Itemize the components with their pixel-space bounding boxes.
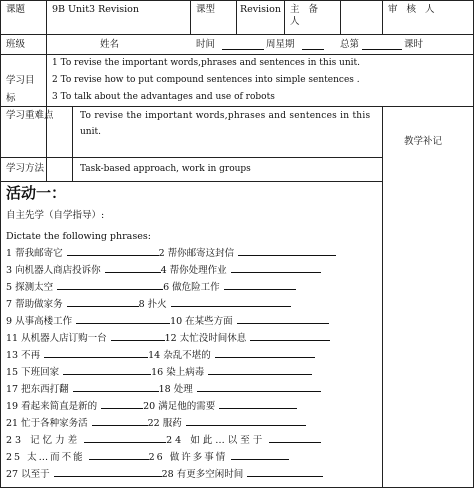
table-border-top (0, 0, 474, 1)
phrase-item: 14 杂乱不堪的 (148, 350, 211, 361)
lesson-number-blank[interactable] (362, 41, 402, 50)
phrase-row (6, 451, 289, 464)
phrase-item: 23 记忆力差 (6, 435, 81, 446)
key-points-line: unit. (80, 127, 101, 137)
time-label: 时间 (196, 39, 216, 50)
reviewer-label: 审 核 人 (388, 4, 438, 15)
phrase-row (6, 366, 312, 379)
topic-value: 9B Unit3 Revision (52, 4, 140, 15)
answer-blank[interactable] (238, 247, 336, 256)
phrase-row (6, 468, 323, 481)
phrase-row (6, 281, 296, 294)
answer-blank[interactable] (54, 468, 162, 477)
weekday-blank[interactable] (302, 41, 324, 50)
row-divider (0, 54, 474, 55)
phrase-row (6, 434, 321, 447)
answer-blank[interactable] (247, 468, 323, 477)
activity-instruction: Dictate the following phrases: (6, 231, 151, 242)
name-label: 姓名 (100, 39, 120, 50)
key-points-line: To revise the important words,phrases and sentences in this (80, 111, 371, 121)
answer-blank[interactable] (67, 247, 159, 256)
phrase-item: 6 做危险工作 (163, 282, 220, 293)
phrase-item: 16 染上病毒 (151, 367, 205, 378)
answer-blank[interactable] (224, 281, 296, 290)
col-divider (46, 0, 47, 181)
answer-blank[interactable] (231, 264, 321, 273)
col-divider (284, 0, 285, 34)
type-value: Revision (240, 4, 281, 15)
phrase-row (6, 349, 315, 362)
total-label: 总第 (340, 39, 360, 50)
phrase-item: 18 处理 (158, 384, 193, 395)
phrase-item: 19 看起来简直是新的 (6, 401, 98, 412)
week-text: 周星期 (266, 39, 295, 50)
answer-blank[interactable] (105, 264, 161, 273)
answer-blank[interactable] (215, 349, 315, 358)
phrase-item: 15 下班回家 (6, 367, 60, 378)
goal-item: 1 To revise the important words,phrases and sentences in this unit. (52, 58, 360, 68)
phrase-item: 17 把东西打翻 (6, 384, 69, 395)
phrase-row (6, 247, 336, 260)
phrase-row (6, 400, 297, 413)
answer-blank[interactable] (186, 417, 306, 426)
phrase-item: 25 太…而不能 (6, 452, 85, 463)
time-blank[interactable] (222, 41, 264, 50)
phrase-item: 26 做许多事情 (148, 452, 228, 463)
answer-blank[interactable] (101, 400, 143, 409)
answer-blank[interactable] (231, 451, 289, 460)
phrase-row (6, 383, 321, 396)
goals-label: 学习目标 (6, 75, 35, 104)
phrase-item: 22 服药 (147, 418, 182, 429)
col-divider (190, 0, 191, 34)
answer-blank[interactable] (269, 434, 321, 443)
answer-blank[interactable] (250, 332, 330, 341)
method-label: 学习方法 (6, 163, 45, 174)
lesson-label: 课时 (404, 39, 424, 50)
row-divider (0, 181, 382, 182)
method-value: Task-based approach, work in groups (80, 164, 251, 174)
notes-column-divider (382, 106, 383, 488)
phrase-item: 27 以至于 (6, 469, 50, 480)
answer-blank[interactable] (89, 451, 149, 460)
answer-blank[interactable] (92, 417, 148, 426)
type-label: 课型 (196, 4, 216, 15)
phrase-item: 4 帮你处理作业 (160, 265, 227, 276)
answer-blank[interactable] (73, 383, 159, 392)
answer-blank[interactable] (197, 383, 321, 392)
phrase-item: 3 向机器人商店投诉你 (6, 265, 101, 276)
lead-preparer-label: 主 备 人 (290, 4, 322, 27)
answer-blank[interactable] (57, 281, 163, 290)
answer-blank[interactable] (219, 400, 297, 409)
phrase-row (6, 298, 291, 311)
phrase-item: 13 不再 (6, 350, 41, 361)
col-divider (382, 0, 383, 34)
phrase-item: 10 在某些方面 (170, 316, 233, 327)
teaching-notes-label: 教学补记 (404, 136, 443, 147)
phrase-item: 11 从机器人店订购一台 (6, 333, 107, 344)
phrase-item: 1 帮我邮寄它 (6, 248, 63, 259)
phrase-row (6, 417, 306, 430)
answer-blank[interactable] (67, 298, 139, 307)
phrase-item: 20 满足他的需要 (143, 401, 216, 412)
answer-blank[interactable] (208, 366, 312, 375)
phrase-item: 2 帮你邮寄这封信 (158, 248, 235, 259)
phrase-row (6, 332, 330, 345)
answer-blank[interactable] (171, 298, 291, 307)
key-points-label: 学习重难点 (6, 110, 54, 121)
goal-item: 3 To talk about the advantages and use of robots (52, 92, 275, 102)
col-divider (72, 106, 73, 181)
answer-blank[interactable] (111, 332, 165, 341)
phrase-item: 9 从事高楼工作 (6, 316, 73, 327)
col-divider (236, 0, 237, 34)
phrase-item: 8 扑火 (138, 299, 167, 310)
activity-title: 活动一： (6, 184, 67, 202)
activity-subtitle: 自主先学（自学指导）: (6, 210, 105, 221)
phrase-item: 7 帮助做家务 (6, 299, 63, 310)
row-divider (0, 34, 474, 35)
phrase-item: 21 忙于各种家务活 (6, 418, 88, 429)
class-label: 班级 (6, 39, 26, 50)
phrase-item: 24 如此…以至于 (166, 435, 266, 446)
topic-label: 课题 (6, 4, 26, 15)
phrase-item: 5 探测太空 (6, 282, 54, 293)
answer-blank[interactable] (76, 315, 170, 324)
answer-blank[interactable] (44, 349, 148, 358)
table-border-left (0, 0, 1, 488)
phrase-row (6, 264, 321, 277)
phrase-row (6, 315, 329, 328)
goal-item: 2 To revise how to put compound sentences into simple sentences . (52, 75, 360, 85)
answer-blank[interactable] (237, 315, 329, 324)
col-divider (340, 0, 341, 34)
answer-blank[interactable] (84, 434, 166, 443)
phrase-item: 28 有更多空闲时间 (161, 469, 244, 480)
phrase-item: 12 太忙没时间休息 (164, 333, 247, 344)
answer-blank[interactable] (63, 366, 151, 375)
row-divider (0, 157, 382, 158)
